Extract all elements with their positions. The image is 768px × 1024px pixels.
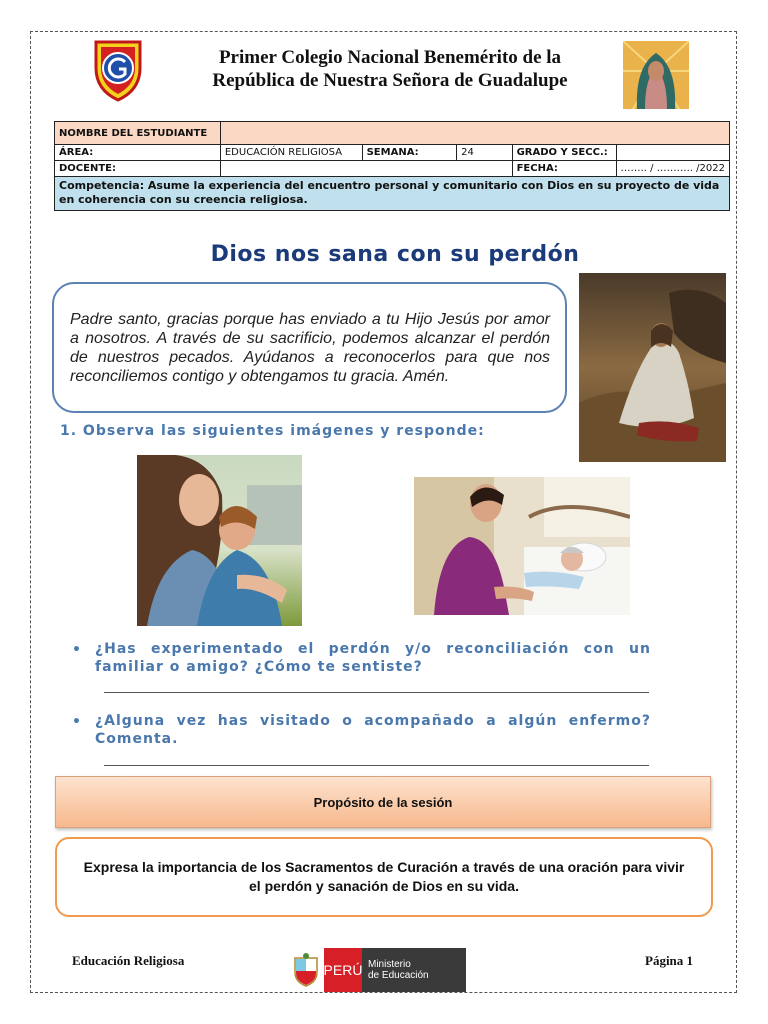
competence-row [55, 177, 730, 211]
school-logo [90, 38, 146, 102]
question-heading: 1. Observa las siguientes imágenes y responde: [60, 423, 485, 439]
peru-shield-icon [288, 948, 324, 992]
teacher-field[interactable] [220, 161, 512, 177]
area-label: ÁREA: [55, 145, 221, 161]
bullet-1: • [72, 642, 81, 658]
date-label: FECHA: [512, 161, 616, 177]
area-value: EDUCACIÓN RELIGIOSA [220, 145, 362, 161]
school-title [190, 46, 590, 92]
purpose-heading-text: Propósito de la sesión [313, 794, 453, 810]
minedu-logo [288, 948, 466, 992]
ministry-label [362, 948, 466, 992]
hospital-visit-photo [414, 477, 630, 615]
purpose-text: Expresa la importancia de los Sacramentos de Curación a través de una oración para vivir el perdón y sanación de Dios en su vida. [83, 859, 685, 894]
purpose-box [55, 837, 713, 917]
student-name-field[interactable] [220, 122, 729, 145]
page-title: Dios nos sana con su perdón [210, 242, 580, 267]
student-name-row [55, 122, 730, 145]
ministry-line1: Ministerio [368, 959, 411, 970]
bullet-2: • [72, 714, 81, 730]
answer-line-1[interactable] [104, 692, 649, 693]
date-field[interactable]: …….. / ……….. /2022 [616, 161, 729, 177]
competence-text: Competencia: Asume la experiencia del encuentro personal y comunitario con Dios en su proyecto de vida en coherencia con su creencia religiosa. [55, 177, 730, 211]
answer-line-2[interactable] [104, 765, 649, 766]
peru-label: PERÚ [324, 948, 362, 992]
area-row [55, 145, 730, 161]
student-info-table [54, 121, 730, 211]
virgin-guadalupe-image [623, 41, 689, 109]
school-title-line2: República de Nuestra Señora de Guadalupe [212, 70, 568, 91]
week-label: SEMANA: [362, 145, 456, 161]
page-number: Página 1 [645, 953, 694, 968]
teacher-label: DOCENTE: [55, 161, 221, 177]
grade-field[interactable] [616, 145, 729, 161]
jesus-praying-image [579, 273, 726, 462]
question-1: ¿Has experimentado el perdón y/o reconciliación con un familiar o amigo? ¿Cómo te sentiste? [95, 641, 651, 675]
purpose-heading [55, 776, 711, 828]
student-name-label: NOMBRE DEL ESTUDIANTE [55, 122, 221, 145]
footer-subject: Educación Religiosa [72, 953, 185, 968]
mother-son-hug-photo [137, 455, 302, 626]
prayer-text: Padre santo, gracias porque has enviado a tu Hijo Jesús por amor a nosotros. A través de su sacrificio, podemos alcanzar el perdón de nuestros pecados. Ayúdanos a reconocerlos para que nos reconciliemos contigo y obtengamos tu gracia. Amén. [70, 311, 550, 385]
teacher-row [55, 161, 730, 177]
ministry-line2: de Educación [368, 970, 429, 981]
question-2: ¿Alguna vez has visitado o acompañado a algún enfermo? Comenta. [95, 713, 651, 747]
grade-label: GRADO Y SECC.: [512, 145, 616, 161]
week-value: 24 [457, 145, 512, 161]
school-title-line1: Primer Colegio Nacional Benemérito de la [218, 47, 562, 68]
